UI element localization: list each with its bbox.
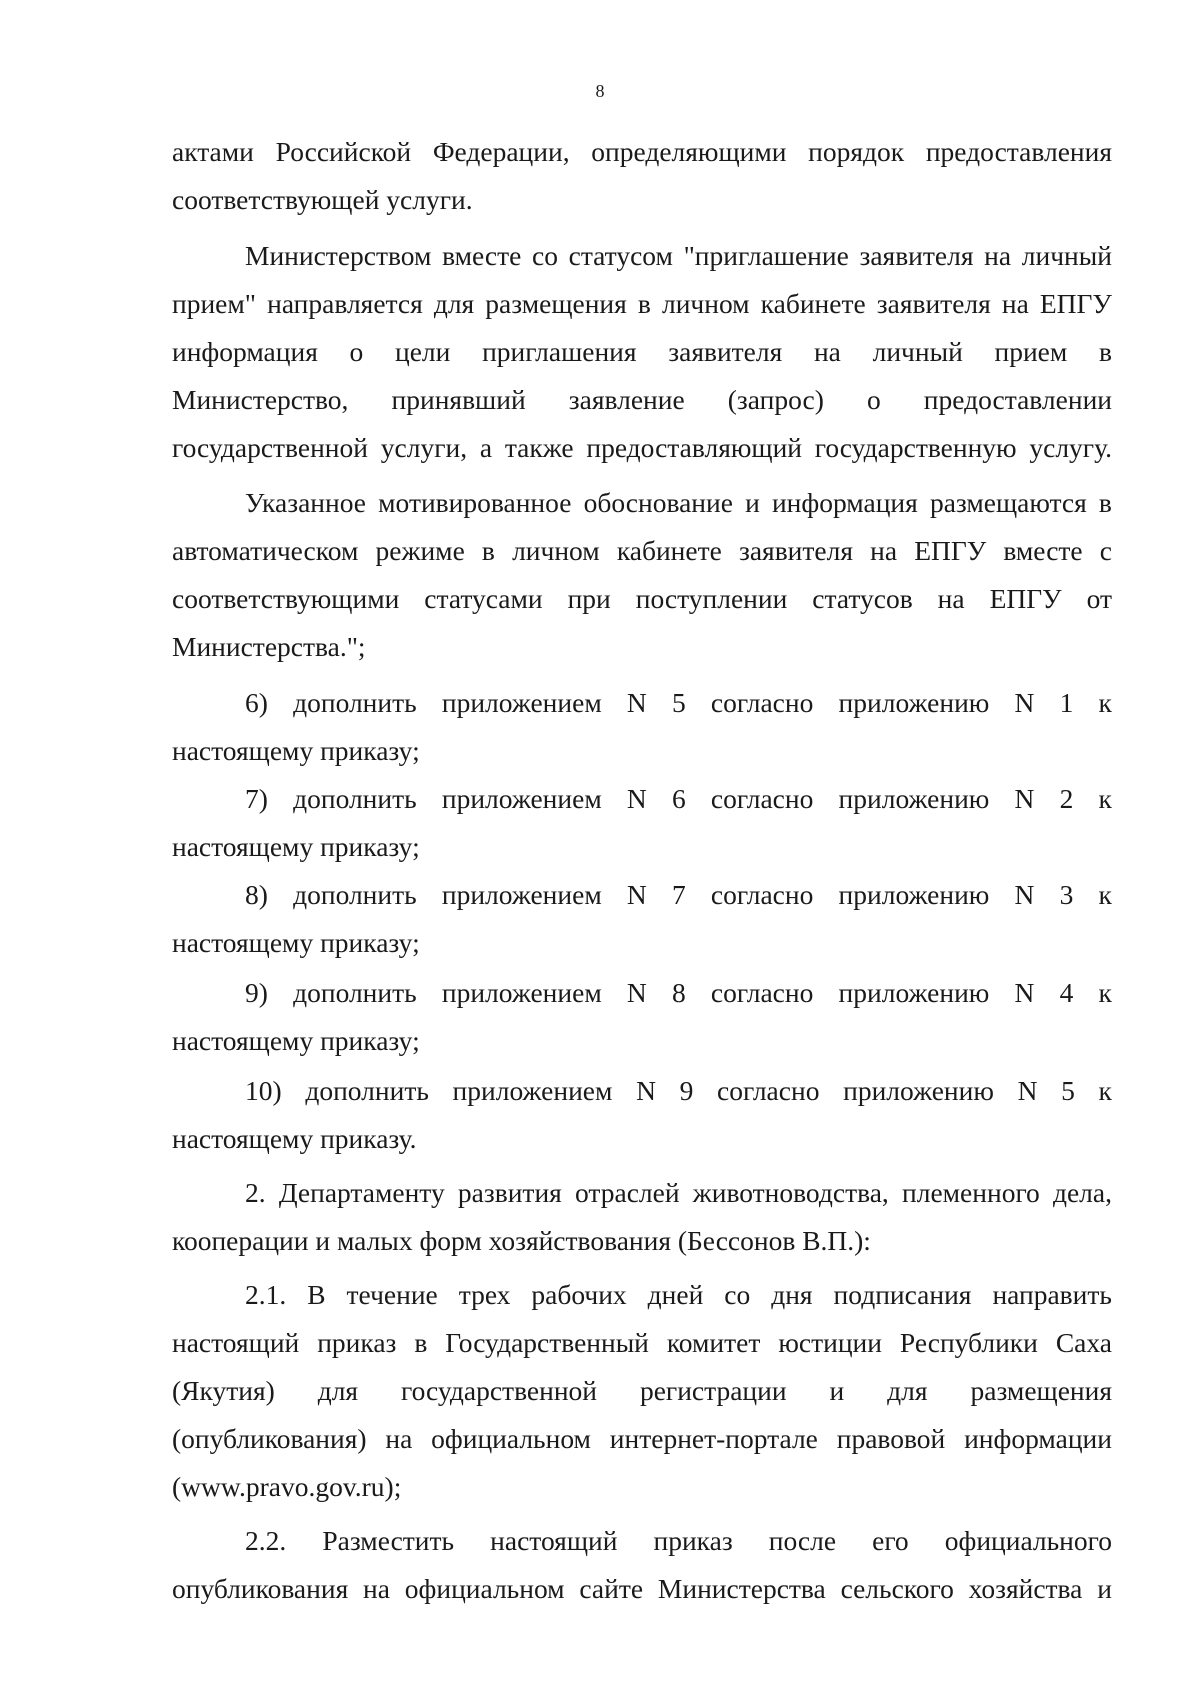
text-line: соответствующей услуги. [172, 184, 473, 215]
text-line: Министерства."; [172, 631, 366, 662]
text-line: настоящему приказу. [172, 1123, 417, 1154]
text-line: кооперации и малых форм хозяйствования (Бессонов В.П.): [172, 1225, 871, 1256]
page-number: 8 [595, 81, 605, 101]
text-line: 2.1. В течение трех рабочих дней со дня подписания направить [245, 1279, 1112, 1310]
text-line: 10) дополнить приложением N 9 согласно приложению N 5 к [245, 1075, 1112, 1106]
text-line: настоящему приказу; [172, 831, 420, 862]
text-line: 7) дополнить приложением N 6 согласно приложению N 2 к [245, 783, 1112, 814]
text-line: 8) дополнить приложением N 7 согласно приложению N 3 к [245, 879, 1112, 910]
text-line: настоящему приказу; [172, 1025, 420, 1056]
text-line: Министерством вместе со статусом "приглашение заявителя на личный [245, 240, 1112, 271]
text-line: государственной услуги, а также предоставляющий государственную услугу. [172, 432, 1112, 463]
text-line: настоящему приказу; [172, 927, 420, 958]
text-line: соответствующими статусами при поступлении статусов на ЕПГУ от [172, 583, 1112, 614]
text-line: информация о цели приглашения заявителя на личный прием в [172, 336, 1112, 367]
text-line: 2. Департаменту развития отраслей животноводства, племенного дела, [245, 1177, 1112, 1208]
text-line: автоматическом режиме в личном кабинете заявителя на ЕПГУ вместе с [172, 535, 1112, 566]
text-line: 9) дополнить приложением N 8 согласно приложению N 4 к [245, 977, 1112, 1008]
text-line: (www.pravo.gov.ru); [172, 1471, 402, 1502]
text-line: 2.2. Разместить настоящий приказ после его официального [245, 1525, 1112, 1556]
text-line: актами Российской Федерации, определяющими порядок предоставления [172, 136, 1112, 167]
text-line: (опубликования) на официальном интернет-портале правовой информации [172, 1423, 1112, 1454]
text-line: прием" направляется для размещения в личном кабинете заявителя на ЕПГУ [172, 288, 1112, 319]
text-line: 6) дополнить приложением N 5 согласно приложению N 1 к [245, 687, 1112, 718]
text-line: опубликования на официальном сайте Министерства сельского хозяйства и [172, 1573, 1112, 1604]
text-line: настоящий приказ в Государственный комитет юстиции Республики Саха [172, 1327, 1112, 1358]
text-line: (Якутия) для государственной регистрации и для размещения [172, 1375, 1112, 1406]
text-line: настоящему приказу; [172, 735, 420, 766]
text-line: Указанное мотивированное обоснование и информация размещаются в [245, 487, 1112, 518]
text-line: Министерство, принявший заявление (запрос) о предоставлении [172, 384, 1112, 415]
